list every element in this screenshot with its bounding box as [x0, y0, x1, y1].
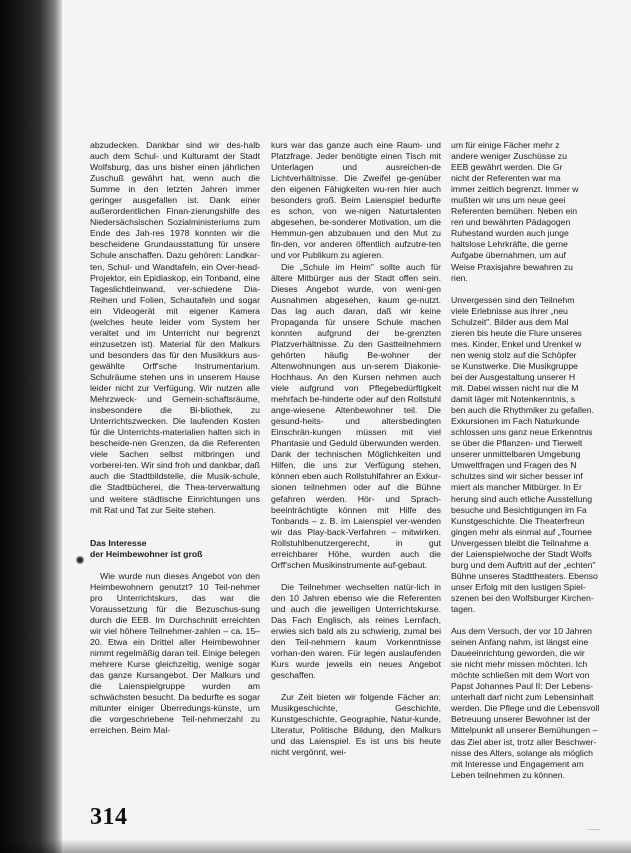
text-line: Referenten bemühen. Neben ein	[451, 206, 578, 217]
text-line: szenen bei den Wolfsburger Kirchen-	[451, 592, 594, 603]
text-column-2	[271, 140, 441, 782]
scan-bottom-shadow	[0, 839, 631, 853]
text-line: immer zeitlich begrenzt. Immer w	[451, 184, 579, 195]
paragraph: Die „Schule im Heim" sollte auch für ältere Mitbürger aus der Stadt offen sein. Dieses Angebot wurde, von weni-gen Ausnahmen abgesehen, kaum ge-nutzt. Das lag auch daran, daß wir keine Propaganda für unsere Schule machen konnten aufgrund der be-grenzten Platzverhältnisse. Zu den Gastteilnehmern gehörten häufig Be-wohner der Altenwohnungen aus un-serem Diakonie-Hochhaus. An den Kursen nehmen auch viele aufgrund von Pflegebedürftigkeit mehrfach be-hinderte oder auf den Rollstuhl ange-wiesene Altenbewohner teil. Die gesund-heits- und altersbedingten Einschrän-kungen müssen mit viel Phantasie und Geduld überwunden werden. Dank der technischen Möglichkeiten und Hilfen, die uns zur Verfügung stehen, können eben auch Rollstuhlfahrer an Exkur-sionen teilnehmen oder auf die Bühne gefahren werden. Hör- und Sprach-beeinträchtigte können mit Hilfe des Tonbands – z. B. im Laienspiel ver-wenden wir das Play-back-Verfahren – mitwirken. Rollstuhlbenutzergerecht, in gut erreichbarer Höhe, wurden auch die Orff'schen Musikinstrumente auf-gebaut.	[271, 261, 441, 570]
text-line: schlossen uns ganz neue Erkenntnis	[451, 427, 593, 438]
paragraph: Wie wurde nun dieses Angebot von den Heimbewohnern genutzt? 10 Teil-nehmer pro Unterrichtskurs, das war die Voraussetzung für die Bezuschus-sung durch die EEB. Im Durchschnitt erreichten wir viel höhere Teilnehmer-zahlen – ca. 15–20. Etwa ein Drittel aller Heimbewohner nimmt regelmäßig daran teil. Einige belegen mehrere Kurse gleichzeitig, wenige sogar das ganze Kursangebot. Der Malkurs und die Laienspielgruppe wurden am schwächsten besucht. Da bedurfte es sogar mitunter einiger Überredungs-künste, um die vorgeschriebene Teil-nehmerzahl zu erreichen. Beim Mal-	[90, 570, 260, 736]
text-column-3	[451, 140, 631, 782]
text-line: EEB gewährt werden. Die Gr	[451, 162, 563, 173]
text-line: Mittelpunkt all unserer Bemühungen –	[451, 725, 598, 736]
text-line: nisse des Alters, solange als möglich	[451, 747, 593, 758]
text-line: nicht der Referenten war ma	[451, 173, 561, 184]
text-line: miert als mancher Mitbürger. In Er	[451, 482, 582, 493]
text-line: nen wenig stolz auf die Schöpfer	[451, 349, 577, 360]
text-line: Bühne unseres Stadttheaters. Ebenso	[451, 570, 598, 581]
text-line: gingen mehr als einmal auf „Tournee	[451, 526, 593, 537]
paragraph-gap	[271, 571, 441, 582]
paragraph: kurs war das ganze auch eine Raum- und Platzfrage. Jeder benötigte einen Tisch mit Unterlagen und ausreichen-de Lichtverhältnisse. Die Zweifel ge-genüber den eigenen Fähigkeiten wu-ren hier auch besonders groß. Beim Laienspiel bedurfte es schon, von we-nigen Naturtalenten abgesehen, be-sonderer Motivation, um die Hemmun-gen abzubauen und den Mut zu fin-den, vor anderen öffentlich aufzutre-ten und vor Publikum zu agieren.	[271, 140, 441, 261]
footer-mark: ........	[587, 826, 601, 832]
text-line: ben auch die Rhythmiker zu gefallen.	[451, 405, 594, 416]
text-line: herung sind auch etliche Ausstellung	[451, 493, 593, 504]
text-line: rien.	[451, 272, 468, 283]
text-line: besuche und Besichtigungen im Fa	[451, 504, 587, 515]
section-heading-line-2: der Heimbewohner ist groß	[90, 548, 203, 559]
paragraph-gap	[90, 560, 260, 571]
text-line: Papst Johannes Paul II: Der Lebens-	[451, 681, 593, 692]
text-line: Unvergessen sind den Teilnehm	[451, 294, 575, 305]
text-line: Aufgabe übernahmen, um auf	[451, 250, 566, 261]
text-line: andere weniger Zuschüsse zu	[451, 151, 567, 162]
text-line: Schulzeit". Bilder aus dem Mal	[451, 316, 569, 327]
scan-speck	[76, 556, 84, 564]
text-line: tagen.	[451, 603, 476, 614]
text-line	[451, 615, 631, 626]
text-line: Aus dem Versuch, der vor 10 Jahren	[451, 626, 593, 637]
text-line: Leben teilnehmen zu können.	[451, 769, 565, 780]
text-line: unserer unmittelbaren Umgebung	[451, 449, 581, 460]
paragraph: Die Teilnehmer wechselten natür-lich in den 10 Jahren ebenso wie die Referenten und auch die jeweiligen Unterrichtskurse. Das Fach Englisch, als reines Lernfach, erwies sich bald als zu schwierig, zumal bei den Teil-nehmern kaum Vorkenntnisse vorhan-den waren. Für legen auslaufenden Kurs wurde jeweils ein neues Angebot geschaffen.	[271, 581, 441, 681]
text-line: Exkursionen im Fach Naturkunde	[451, 416, 580, 427]
text-line: se Kunstwerke. Die Musikgruppe	[451, 360, 578, 371]
text-line: zieren bis heute die Flure unseres	[451, 327, 582, 338]
text-line: werden. Die Pflege und die Lebensvoll	[451, 703, 600, 714]
text-line: damit läger mit Notenkenntnis, s	[451, 394, 576, 405]
text-line: haltslose Lehrkräfte, die gerne	[451, 239, 568, 250]
text-line: ren und bewährten Pädagogen	[451, 217, 571, 228]
paragraph-gap	[271, 681, 441, 692]
text-line: se über die Pflanzen- und Tierwelt	[451, 438, 583, 449]
text-line: unterhalt darf nicht zum Lebensinhalt	[451, 692, 594, 703]
text-line: Unvergessen bleibt die Teilnahme a	[451, 537, 589, 548]
section-heading-line-1: Das Interesse	[90, 537, 147, 548]
text-line: Umweltfragen und Fragen des N	[451, 460, 577, 471]
text-line: mes. Kinder, Enkel und Urenkel w	[451, 338, 582, 349]
text-line: Daueeinrichtung geworden, die wir	[451, 648, 585, 659]
text-line: mußten wir uns um neue geei	[451, 195, 566, 206]
text-column-1	[90, 140, 260, 832]
paragraph-gap	[90, 516, 260, 527]
text-line: das Ziel aber ist, trotz aller Beschwer-	[451, 736, 597, 747]
text-line: um für einige Fächer mehr z	[451, 140, 560, 150]
text-line	[451, 284, 631, 295]
text-line: burg und dem Auftritt auf der „echten"	[451, 559, 596, 570]
text-line: der Laienspielwoche der Stadt Wolfs	[451, 548, 592, 559]
text-line: Kunstgeschichte. Die Theaterfreun	[451, 515, 585, 526]
section-heading	[90, 538, 260, 560]
scan-binding-shadow	[0, 0, 62, 853]
page-number: 314	[90, 804, 128, 830]
text-line: schutzes sind wir sicher besser inf	[451, 471, 583, 482]
text-line: sie nicht mehr missen möchten. Ich	[451, 659, 588, 670]
text-line: Betreuung unserer Bewohner ist der	[451, 714, 591, 725]
paragraph: Zur Zeit bieten wir folgende Fächer an: Musikgeschichte, Geschichte, Kunstgeschichte, Geographie, Natur-kunde, Literatur, Politische Bildung, den Malkurs und das Laienspiel. Es ist uns bis heute nicht vergönnt, wei-	[271, 692, 441, 758]
text-line: mit. Dabei wissen nicht nur die M	[451, 383, 579, 394]
text-line: möchte schließen mit dem Wort von	[451, 670, 590, 681]
paragraph: abzudecken. Dankbar sind wir des-halb auch dem Schul- und Kulturamt der Stadt Wolfsburg, das uns bisher einen jährlichen Zuschuß gewährt hat, wenn auch die Summe in den letzten Jahren immer geringer ausgefallen ist. Dank einer außerordentlichen Finan-zierungshilfe des Niedersächsischen Sozialministeriums zum Ende des Jah-res 1978 konnten wir die bescheidene Grundausstattung für unsere Schule anschaffen. Dazu gehören: Landkar-ten, Schul- und Wandtafeln, ein Over-head-Projektor, ein Epidiaskop, ein Tonband, eine Tageslichtleinwand, ver-schiedene Dia-Reihen und Folien, Schautafeln und sogar ein Videogerät mit eigener Kamera (welches heute leider vom System her veraltet und im Unterricht nur begrenzt einzusetzen ist). Material für den Malkurs und besonders das für den Musikkurs aus-gewählte Orff'sche Instrumentarium. Schulräume stehen uns in unserem Hause leider nicht zur Verfügung. Wir nutzen alle Mehrzweck- und Gemein-schaftsräume, insbesondere die Bi-bliothek, zu Unterrichtszwecken. Die laufenden Kosten für die Unterrichts-materialien halten sich in bescheide-nen Grenzen, da die Referenten viele Sachen selbst mitbringen und vorberei-ten. Wir sind froh und dankbar, daß auch die Stadtbildstelle, die Musik-schule, die Stadtbücherei, die Thea-terverwaltung und weitere städtische Einrichtungen uns mit Rat und Tat zur Seite stehen.	[90, 140, 260, 515]
text-line: viele Erlebnisse aus ihrer „neu	[451, 305, 568, 316]
text-line: Ruhestand wurden auch junge	[451, 228, 569, 239]
text-line: unser Erfolg mit den lustigen Spiel-	[451, 581, 586, 592]
text-line: mit Interesse und Engagement am	[451, 758, 584, 769]
text-line: Weise Praxisjahre bewahren zu	[451, 261, 574, 272]
text-line: seinen Anfang nahm, ist längst eine	[451, 637, 589, 648]
text-line: bei der Ausgestaltung unserer H	[451, 371, 576, 382]
